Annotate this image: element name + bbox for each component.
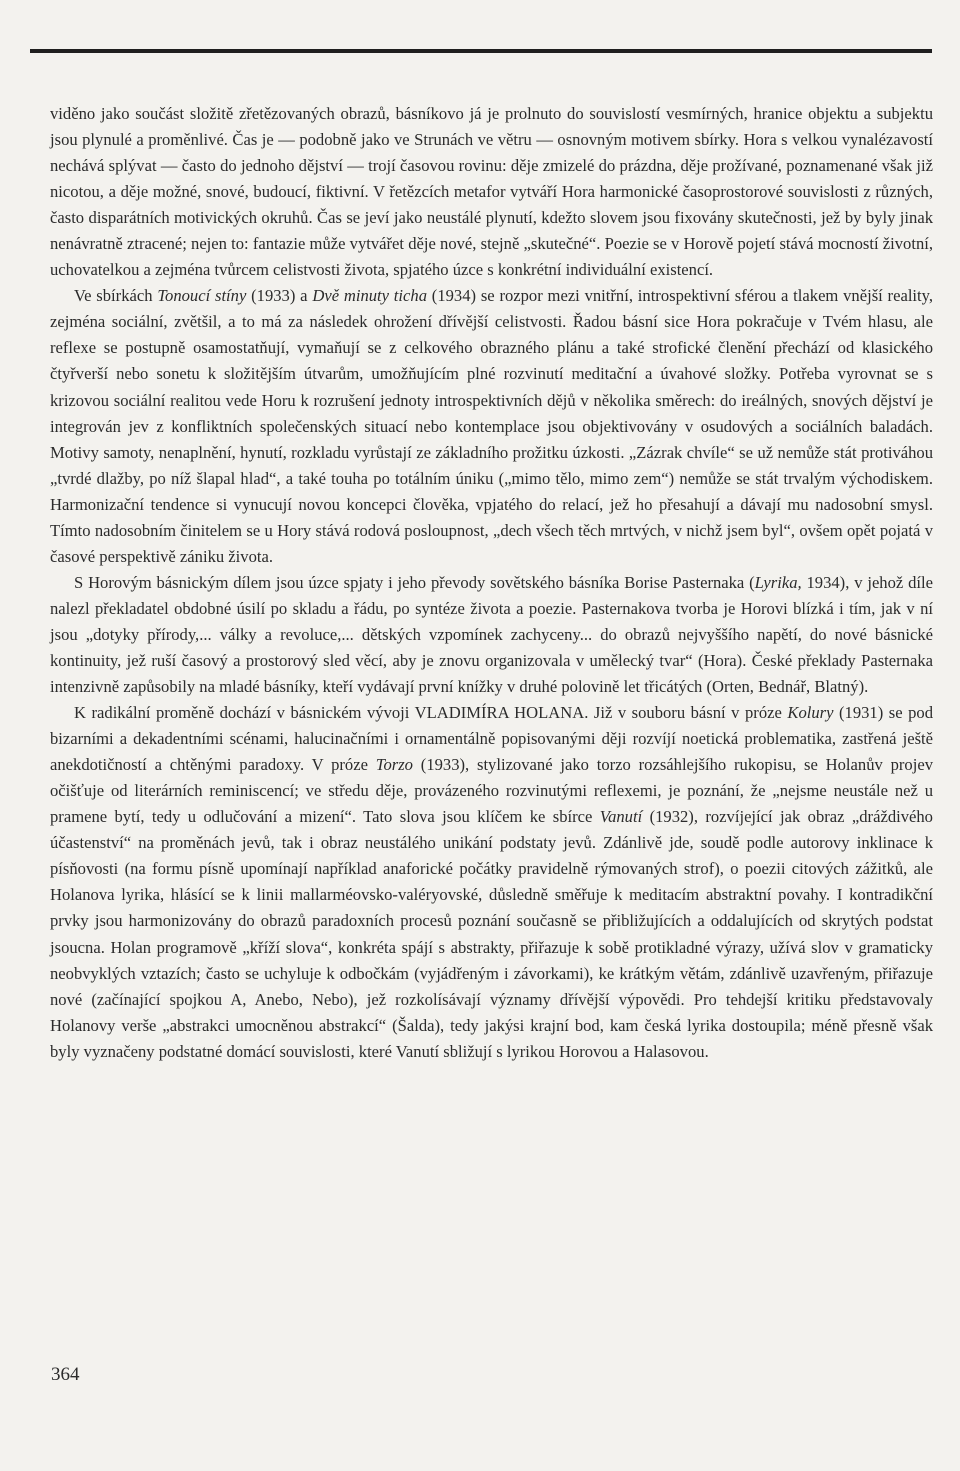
- italic-title: Torzo: [375, 755, 413, 775]
- italic-title: Lyrika,: [754, 572, 802, 592]
- text-run: (1933), stylizované jako torzo rozsáhlejšího rukopisu, se Holanův projev očišťuje od literárních reminiscencí; ve středu děje, provázeného rozvinutými reflexemi, je poznání, že „nejsme neustále než u pramene bytí, tedy u odlučování a mizení“. Tato slova jsou klíčem ke sbírce: [50, 755, 933, 827]
- italic-title: Dvě minuty ticha: [312, 286, 427, 306]
- header-rule: [30, 49, 932, 53]
- text-run: K radikální proměně dochází v básnickém vývoji VLADIMÍRA HOLANA. Již v souboru básní v próze: [74, 703, 788, 723]
- italic-title: Vanutí: [599, 807, 643, 827]
- paragraph: [50, 700, 933, 1065]
- page-number: 364: [51, 1364, 80, 1385]
- text-run: Ve sbírkách: [74, 286, 158, 306]
- italic-title: Tonoucí stíny: [157, 286, 247, 306]
- text-run: 1934), v jehož díle nalezl překladatel obdobné úsilí po skladu a řádu, po syntéze života a poezie. Pasternakova tvorba je Horovi blízká i tím, jak v ní jsou „dotyky přírody,... války a revoluce,... dětských vzpomínek zachyceny... do obrazů nejvyššího napětí, do nové básnické kontinuity, jež ruší časový a prostorový sled věcí, aby je znovu organizovala v umělecký tvar“ (Hora). České překlady Pasternaka intenzivně zapůsobily na mladé básníky, kteří vydávají první knížky v druhé polovině let třicátých (Orten, Bednář, Blatný).: [50, 572, 933, 697]
- body-text: [50, 101, 933, 1065]
- paragraph: [50, 101, 933, 283]
- text-run: (1933) a: [246, 286, 313, 306]
- paragraph: [50, 283, 933, 570]
- text-run: (1934) se rozpor mezi vnitřní, introspektivní sférou a tlakem vnější reality, zejména sociální, zvětšil, a to má za následek ohrožení dřívější celistvosti. Řadou básní sice Hora pokračuje v Tvém hlasu, ale reflexe se postupně osamostatňují, vymaňují se z celkového obrazného plánu a také strofické členění přechází od klasického čtyřverší nebo sonetu k složitějším útvarům, umožňujícím plné rozvinutí meditační a úvahové složky. Potřeba vyrovnat se s krizovou sociální realitou vede Horu k rozrušení jednoty introspektivních dějů v několika směrech: do ireálných, snových dějství je integrován jev z konfliktních společenských situací nebo kontemplace jsou objektivovány v osudových a sociálních baladách. Motivy samoty, nenaplnění, hynutí, rozkladu vyrůstají ze základního prožitku úzkosti. „Zázrak chvíle“ se už nemůže stát protiváhou „tvrdé dlažby, po níž šlapal hlad“, a také touha po totálním úniku („mimo tělo, mimo zem“) nemůže se stát trvalým východiskem. Harmonizační tendence si vynucují novou koncepci člověka, vpjatého do relací, jež ho přesahují a dávají mu nadosobní smysl. Tímto nadosobním činitelem se u Hory stává rodová posloupnost, „dech všech těch mrtvých, v nichž jsem byl“, ovšem opět pojatá v časové perspektivě zániku života.: [50, 286, 934, 566]
- paragraph: [50, 570, 933, 700]
- text-run: (1931) se pod bizarními a dekadentními scénami, halucinačními i ornamentálně popisovanými ději rozvíjí noetická problematika, zastřená ještě anekdotičností a chtěnými paradoxy. V próze: [50, 703, 933, 775]
- text-run: (1932), rozvíjející jak obraz „dráždivého účastenství“ na proměnách jevů, tak i obraz neustálého unikání podstaty jevů. Zdánlivě jde, soudě podle autorovy inklinace k písňovosti (na formu písně upomínají například anaforické počátky pravidelně rýmovaných strof), o poezii citových zážitků, ale Holanova lyrika, hlásící se k linii mallarméovsko-valéryovské, důsledně směřuje k meditacím abstraktní povahy. I kontradikční prvky jsou harmonizovány do obrazů paradoxních procesů poznání současně se přibližujících a oddalujících od skrytých podstat jsoucna. Holan programově „kříží slova“, konkréta spájí s abstrakty, přiřazuje k sobě protikladné výrazy, užívá slov v gramaticky neobvyklých vztazích; často se uchyluje k odbočkám (vyjádřeným i závorkami), ke krátkým větám, zdánlivě uzavřeným, přiřazuje nové (začínající spojkou A, Anebo, Nebo), jež rozkolísávají významy dřívější výpovědi. Pro tehdejší kritiku představovaly Holanovy verše „abstrakci umocněnou abstrakcí“ (Šalda), tedy jakýsi krajní bod, kam česká lyrika dostoupila; méně přesně však byly vyznačeny podstatné domácí souvislosti, které Vanutí sbližují s lyrikou Horovou a Halasovou.: [50, 807, 933, 1061]
- italic-title: Kolury: [787, 703, 834, 723]
- text-run: viděno jako součást složitě zřetězovaných obrazů, básníkovo já je prolnuto do souvislostí vesmírných, hranice objektu a subjektu jsou plynulé a proměnlivé. Čas je — podobně jako ve Strunách ve větru — osnovným motivem sbírky. Hora s velkou vynalézavostí nechává splývat — často do jednoho dějství — trojí časovou rovinu: děje zmizelé do prázdna, děje prožívané, poznamenané však již nicotou, a děje možné, snové, budoucí, fiktivní. V řetězcích metafor vytváří Hora harmonické časoprostorové souvislosti z různých, často disparátních motivických okruhů. Čas se jeví jako neustálé plynutí, kdežto slovem jsou fixovány skutečnosti, jež by byly jinak nenávratně ztracené; nejen to: fantazie může vytvářet děje nové, stejně „skutečné“. Poezie se v Horově pojetí stává mocností životní, uchovatelkou a zejména tvůrcem celistvosti života, spjatého úzce s konkrétní individuální existencí.: [50, 104, 933, 280]
- text-run: S Horovým básnickým dílem jsou úzce spjaty i jeho převody sovětského básníka Borise Pasternaka (: [74, 572, 755, 592]
